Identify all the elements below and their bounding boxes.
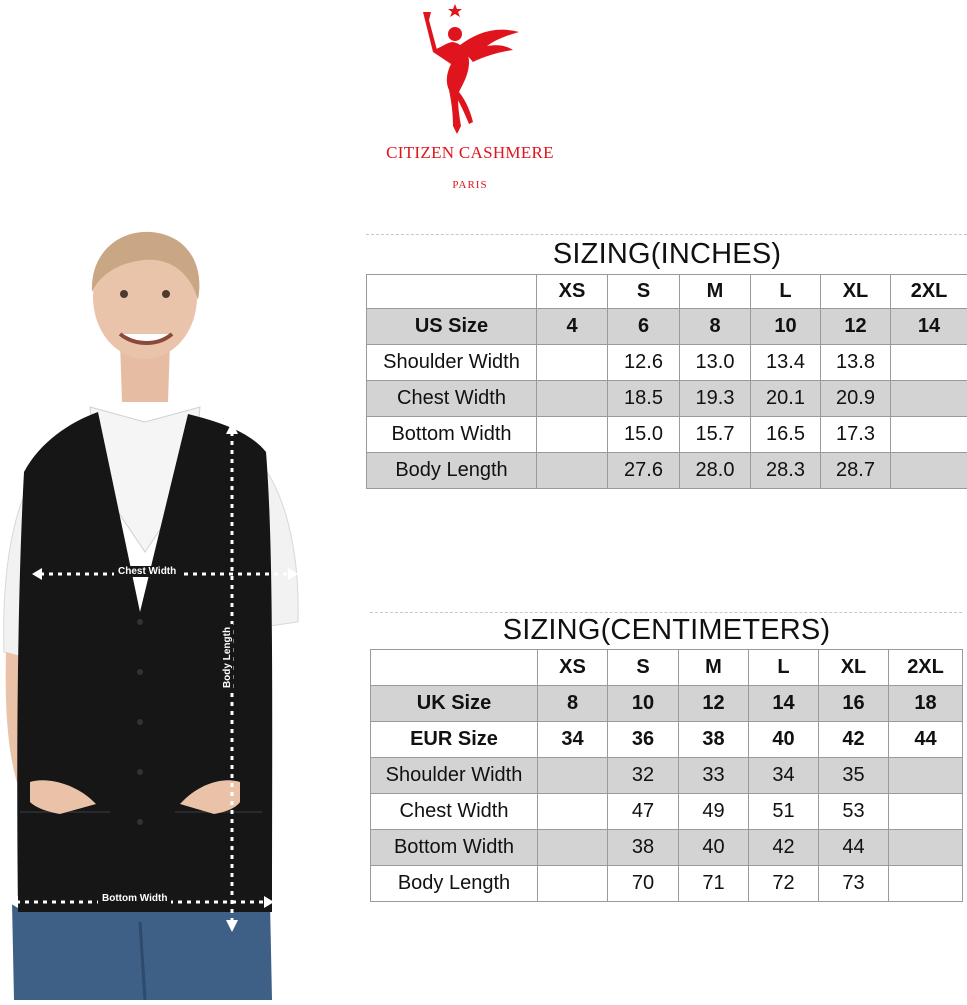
table-cell: 73 xyxy=(819,865,889,901)
table-cell: 47 xyxy=(608,793,679,829)
table-cell: 17.3 xyxy=(821,416,891,452)
table-row-shoulder-width xyxy=(367,344,967,380)
table-cell xyxy=(891,416,967,452)
table-cell: 42 xyxy=(819,721,889,757)
size-header-m: M xyxy=(679,649,749,685)
table-cell: 8 xyxy=(538,685,608,721)
sizing-centimeters-table xyxy=(370,612,963,902)
table-row-bottom-width xyxy=(367,416,967,452)
table-cell: 51 xyxy=(749,793,819,829)
table-cell: 18.5 xyxy=(608,380,680,416)
row-label: Bottom Width xyxy=(371,829,538,865)
bottom-width-label: Bottom Width xyxy=(98,893,171,904)
table-row-bottom-width xyxy=(371,829,963,865)
size-header-xs: XS xyxy=(538,649,608,685)
table-cell xyxy=(889,793,963,829)
table-cell xyxy=(889,865,963,901)
table-cell: 38 xyxy=(608,829,679,865)
row-label: UK Size xyxy=(371,685,538,721)
table-cell: 10 xyxy=(608,685,679,721)
size-header-m: M xyxy=(680,274,751,308)
size-header-l: L xyxy=(751,274,821,308)
table-cell: 20.9 xyxy=(821,380,891,416)
table-cell: 38 xyxy=(679,721,749,757)
table-cell: 10 xyxy=(751,308,821,344)
table-cell: 40 xyxy=(679,829,749,865)
table-cell: 13.8 xyxy=(821,344,891,380)
table-cell: 70 xyxy=(608,865,679,901)
table-row-eur-size xyxy=(371,721,963,757)
table-cell xyxy=(538,865,608,901)
body-length-label: Body Length xyxy=(222,624,233,691)
table-cell: 15.7 xyxy=(680,416,751,452)
table-cell xyxy=(891,344,967,380)
header-blank-cell xyxy=(367,274,537,308)
table-cell: 8 xyxy=(680,308,751,344)
table-cell: 14 xyxy=(891,308,967,344)
table-cell xyxy=(889,757,963,793)
table-cell: 18 xyxy=(889,685,963,721)
row-label: Body Length xyxy=(371,865,538,901)
table-cell: 6 xyxy=(608,308,680,344)
table-row-chest-width xyxy=(367,380,967,416)
table-cell xyxy=(889,829,963,865)
brand-logo xyxy=(360,0,580,200)
table-cell: 36 xyxy=(608,721,679,757)
table-row-shoulder-width xyxy=(371,757,963,793)
row-label: EUR Size xyxy=(371,721,538,757)
model-photo xyxy=(0,222,305,1000)
header-blank-cell xyxy=(371,649,538,685)
table-row-uk-size xyxy=(371,685,963,721)
table-cell: 12 xyxy=(679,685,749,721)
angel-with-torch-icon xyxy=(415,2,525,137)
table-cell: 28.7 xyxy=(821,452,891,488)
table-cell xyxy=(538,757,608,793)
table-cell: 12 xyxy=(821,308,891,344)
cm-table-title: SIZING(CENTIMETERS) xyxy=(371,612,963,649)
table-cell: 19.3 xyxy=(680,380,751,416)
row-label: Body Length xyxy=(367,452,537,488)
table-cell xyxy=(891,452,967,488)
table-row-body-length xyxy=(371,865,963,901)
table-cell: 44 xyxy=(819,829,889,865)
size-header-l: L xyxy=(749,649,819,685)
size-header-s: S xyxy=(608,274,680,308)
table-cell: 15.0 xyxy=(608,416,680,452)
table-cell: 49 xyxy=(679,793,749,829)
table-cell: 34 xyxy=(538,721,608,757)
table-cell xyxy=(538,829,608,865)
table-cell: 27.6 xyxy=(608,452,680,488)
row-label: Shoulder Width xyxy=(371,757,538,793)
table-cell: 53 xyxy=(819,793,889,829)
table-row-us-size xyxy=(367,308,967,344)
model-illustration xyxy=(0,222,305,1000)
table-cell: 71 xyxy=(679,865,749,901)
sizing-inches-table xyxy=(366,236,967,489)
table-cell: 35 xyxy=(819,757,889,793)
row-label: Chest Width xyxy=(371,793,538,829)
table-cell xyxy=(537,344,608,380)
table-cell xyxy=(891,380,967,416)
inches-table-title: SIZING(INCHES) xyxy=(367,236,967,274)
table-cell: 40 xyxy=(749,721,819,757)
table-cell: 20.1 xyxy=(751,380,821,416)
table-cell xyxy=(538,793,608,829)
table-cell: 12.6 xyxy=(608,344,680,380)
table-cell: 16 xyxy=(819,685,889,721)
table-cell: 28.0 xyxy=(680,452,751,488)
table-cell: 16.5 xyxy=(751,416,821,452)
size-header-s: S xyxy=(608,649,679,685)
size-header-xl: XL xyxy=(819,649,889,685)
table-cell: 28.3 xyxy=(751,452,821,488)
table-cell: 44 xyxy=(889,721,963,757)
table-row-chest-width xyxy=(371,793,963,829)
table-cell xyxy=(537,380,608,416)
row-label: Chest Width xyxy=(367,380,537,416)
size-header-xs: XS xyxy=(537,274,608,308)
table-cell: 72 xyxy=(749,865,819,901)
brand-name: CITIZEN CASHMERE xyxy=(360,143,580,163)
table-cell: 32 xyxy=(608,757,679,793)
table-cell xyxy=(537,416,608,452)
table-cell: 34 xyxy=(749,757,819,793)
brand-city: PARIS xyxy=(360,179,580,191)
table-cell: 42 xyxy=(749,829,819,865)
table-cell: 33 xyxy=(679,757,749,793)
table-cell: 14 xyxy=(749,685,819,721)
table-cell xyxy=(537,452,608,488)
row-label: US Size xyxy=(367,308,537,344)
row-label: Bottom Width xyxy=(367,416,537,452)
table-cell: 13.0 xyxy=(680,344,751,380)
size-header-2xl: 2XL xyxy=(891,274,967,308)
table-cell: 4 xyxy=(537,308,608,344)
table-cell: 13.4 xyxy=(751,344,821,380)
size-header-xl: XL xyxy=(821,274,891,308)
row-label: Shoulder Width xyxy=(367,344,537,380)
chest-width-label: Chest Width xyxy=(114,566,180,577)
size-header-2xl: 2XL xyxy=(889,649,963,685)
table-row-body-length xyxy=(367,452,967,488)
